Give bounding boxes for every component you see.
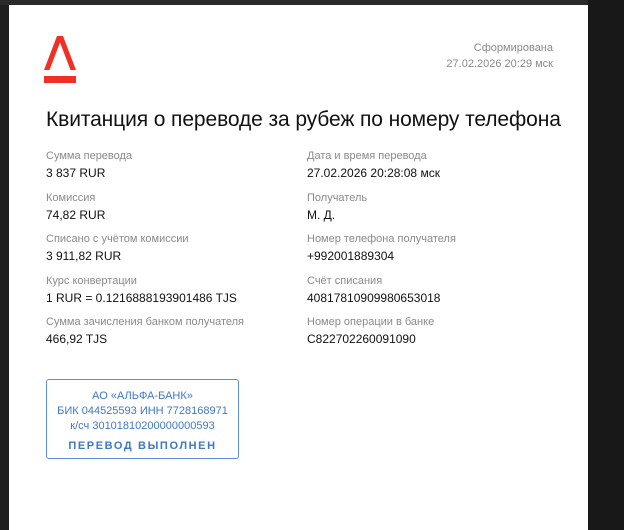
detail-field-recipient-phone (307, 233, 557, 275)
page-title: Квитанция о переводе за рубеж по номеру телефона (46, 108, 561, 131)
field-value: 466,92 TJS (46, 332, 108, 346)
field-label: Списано с учётом комиссии (46, 233, 189, 245)
field-value: 40817810909980653018 (307, 290, 441, 305)
field-label: Сумма зачисления банком получателя (46, 316, 244, 328)
field-value: 1 RUR = 0.1216888193901486 TJS (46, 290, 237, 305)
field-value: +992001889304 (307, 249, 395, 263)
field-label: Получатель (307, 191, 368, 204)
detail-field-recipient (307, 192, 557, 234)
alfa-bank-logo-icon (44, 36, 76, 84)
field-value: C822702260091090 (307, 332, 416, 346)
right-details-column (307, 150, 557, 358)
stamp-correspondent-account: к/сч 30101810200000000593 (70, 420, 215, 432)
right-background-strip (588, 0, 624, 530)
detail-field-operation-number (307, 316, 557, 358)
formed-datetime: 27.02.2026 20:29 мск (446, 58, 553, 70)
field-label: Дата и время перевода (307, 150, 427, 162)
detail-field-credited-amount (46, 316, 296, 358)
bank-stamp (46, 379, 239, 459)
detail-field-debited-total (46, 233, 296, 275)
detail-field-debit-account (307, 275, 557, 317)
stamp-status: ПЕРЕВОД ВЫПОЛНЕН (68, 440, 217, 452)
formed-block (446, 40, 553, 72)
field-label: Курс конвертации (46, 274, 137, 287)
detail-field-commission (46, 192, 296, 234)
left-details-column (46, 150, 296, 358)
detail-field-exchange-rate (46, 275, 296, 317)
stamp-bik-inn: БИК 044525593 ИНН 7728168971 (57, 405, 228, 417)
field-label: Сумма перевода (46, 150, 133, 162)
formed-label: Сформирована (473, 42, 553, 54)
field-label: Комиссия (46, 191, 96, 204)
field-value: 27.02.2026 20:28:08 мск (307, 166, 440, 180)
detail-field-transfer-amount (46, 150, 296, 192)
field-label: Номер телефона получателя (307, 233, 456, 245)
field-label: Номер операции в банке (307, 316, 435, 328)
field-value: 74,82 RUR (46, 207, 106, 222)
field-value: 3 837 RUR (46, 166, 106, 180)
stamp-bank-name: АО «АЛЬФА-БАНК» (92, 390, 193, 402)
field-label: Счёт списания (307, 274, 383, 287)
field-value: М. Д. (307, 207, 336, 222)
receipt-document (9, 5, 588, 530)
field-value: 3 911,82 RUR (46, 249, 122, 263)
detail-field-transfer-datetime (307, 150, 557, 192)
